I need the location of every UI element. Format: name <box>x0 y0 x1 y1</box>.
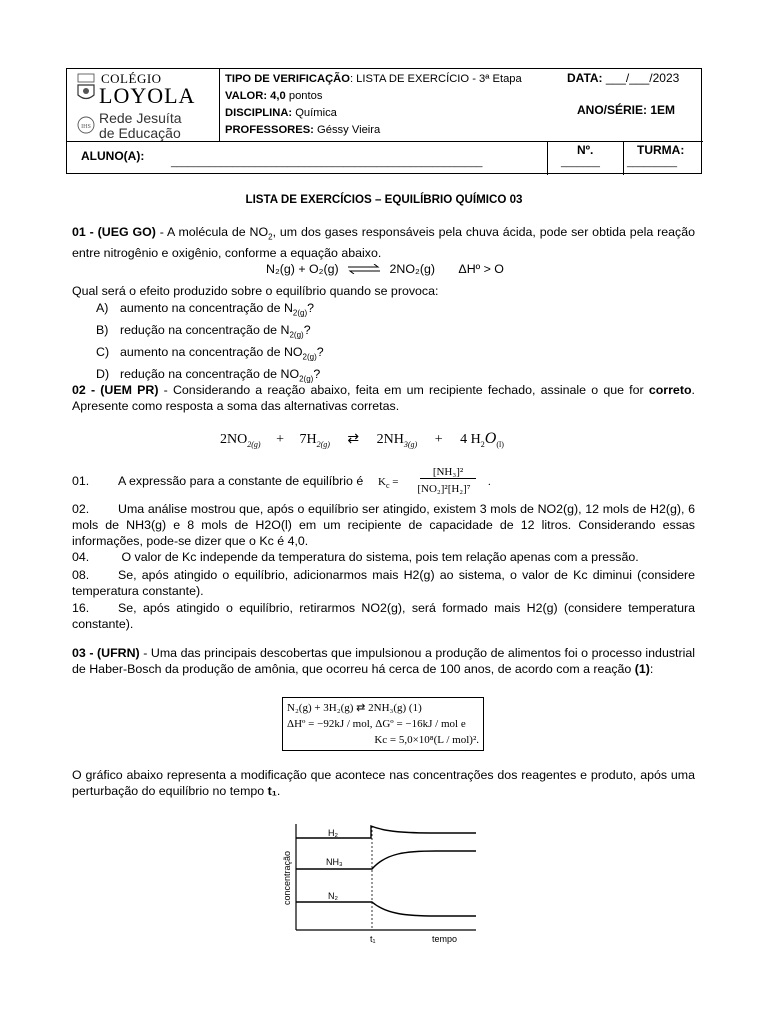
option-sub: 2(g) <box>289 330 304 340</box>
series-nh3-label: NH₃ <box>326 857 343 867</box>
option-end: ? <box>307 301 315 315</box>
series-n2-line <box>296 902 476 916</box>
eq-term-c: 2NH <box>376 432 404 447</box>
option-letter: C) <box>96 344 110 359</box>
value-unit: pontos <box>285 90 323 102</box>
header-divider <box>219 69 220 141</box>
item-text: Uma análise mostrou que, após o equilíbrio ser atingido, existem 3 mols de NO2(g), 12 mols de H2(g), 6 mols de NH3(g) e 8 mols de H2O(l) em um recipiente de capacidade de 12 litros. Considerando essas informações, pode-se dizer que o Kc é 4,0. <box>72 502 695 548</box>
header-divider <box>67 141 703 142</box>
kc-symbol: K <box>378 476 386 488</box>
option-letter: B) <box>96 322 109 337</box>
question-2-item-04[interactable] <box>72 550 639 564</box>
option-letter: A) <box>96 301 109 315</box>
series-h2-label: H₂ <box>328 828 338 838</box>
question-1-equation <box>266 262 504 277</box>
header-info <box>225 71 522 139</box>
option-text: redução na concentração de NO <box>120 366 300 381</box>
number-field[interactable]: _______ <box>561 157 600 168</box>
question-1-intro: 01 - (UEG GO) - A molécula de $NO_2$, um dos gases responsáveis pela chuva ácida, pode ser obtida pela reação entre nitrogênio e oxigênio, conforme a equação abaixo. <box>72 225 695 261</box>
question-2-intro-end: . Apresente como resposta a soma das alternativas corretas. <box>72 383 695 413</box>
option-sub: 2(g) <box>292 308 308 318</box>
question-3-graph-text <box>72 767 695 799</box>
question-1-source: 01 - (UEG GO) <box>72 225 156 239</box>
option-end: ? <box>316 344 324 359</box>
item-text: A expressão para a constante de equilíbrio é <box>118 474 364 488</box>
student-name-field[interactable]: ________________________________________________________ <box>171 157 483 168</box>
question-2-equation <box>220 430 504 449</box>
equation-left: N₂(g) + O₂(g) <box>266 262 339 276</box>
school-name: LOYOLA <box>99 83 196 108</box>
question-1-intro-a: - A molécula de NO <box>155 225 269 239</box>
graph-text-a: O gráfico abaixo representa a modificação que acontece nas concentrações dos reagentes e produto, após uma perturbação do equilíbrio no tempo <box>72 768 695 798</box>
series-n2-label: N₂ <box>328 891 338 901</box>
class-label: TURMA: <box>637 143 685 157</box>
question-2-item-16[interactable] <box>72 600 695 632</box>
subject-value: Química <box>292 107 337 119</box>
kc-numerator: [NH₃]² <box>420 466 476 479</box>
question-1-intro-b: , um dos gases responsáveis pela chuva ácida, pode ser obtida pela reação entre nitrogênio e oxigênio, conforme a equação abaixo. <box>72 225 695 261</box>
eq-term-d-o: O <box>484 430 497 447</box>
question-2-intro-bold: correto <box>648 383 692 397</box>
reaction-box-line-3: Kc = 5,0×10⁸(L / mol)². <box>374 734 479 746</box>
graph-text-c: . <box>276 784 281 798</box>
item-text: Se, após atingido o equilíbrio, adicionarmos mais H2(g) ao sistema, o valor de Kc diminui (considere temperatura constante). <box>72 568 695 598</box>
subject-label: DISCIPLINA: <box>225 107 293 119</box>
svg-text:IHS: IHS <box>81 124 91 130</box>
value-value: 4,0 <box>267 90 286 102</box>
concentration-chart <box>276 818 506 948</box>
school-prefix: COLÉGIO <box>101 71 162 86</box>
value-label: VALOR: <box>225 90 268 102</box>
eq-term-b-sub: 2(g) <box>316 439 330 449</box>
question-2-item-01[interactable] <box>72 474 363 488</box>
question-2-intro-text: - Considerando a reação abaixo, feita em um recipiente fechado, assinale o que for <box>158 383 649 397</box>
series-nh3-line <box>296 851 476 869</box>
eq-term-a: 2NO <box>220 432 248 447</box>
question-3-intro <box>72 645 695 677</box>
equation-enthalpy: ΔHº > O <box>458 262 504 276</box>
question-2-item-02[interactable] <box>72 501 695 549</box>
teachers-value: Géssy Vieira <box>313 124 381 136</box>
option-b[interactable] <box>96 322 324 344</box>
question-1-prompt: Qual será o efeito produzido sobre o equilíbrio quando se provoca: <box>72 284 439 298</box>
crest-icon <box>77 73 95 103</box>
date-value: ___/___/2023 <box>602 71 680 85</box>
question-3-source: 03 - (UFRN) <box>72 646 140 660</box>
option-c[interactable] <box>96 344 324 366</box>
network-line-2: de Educação <box>99 125 181 141</box>
kc-denominator: [NO₂]²[H₂]⁷ <box>417 483 471 495</box>
grade-field: ANO/SÉRIE: 1EM <box>577 103 676 117</box>
x-tick-t1: t₁ <box>370 934 376 944</box>
item-text: Se, após atingido o equilíbrio, retirarmos NO2(g), será formado mais H2(g) (considere temperatura constante). <box>72 601 695 631</box>
verification-label: TIPO DE VERIFICAÇÃO <box>225 73 350 85</box>
item-number: 02. <box>72 502 90 516</box>
option-end: ? <box>303 322 311 337</box>
question-2-item-08[interactable] <box>72 567 695 599</box>
page-title: LISTA DE EXERCÍCIOS – EQUILÍBRIO QUÍMICO 03 <box>245 193 523 206</box>
graph-text-b: t₁ <box>267 784 277 798</box>
date-field <box>567 71 679 85</box>
eq-term-b: 7H <box>299 432 317 447</box>
teachers-label: PROFESSORES: <box>225 124 314 136</box>
reaction-box <box>282 697 484 751</box>
header-divider <box>623 141 624 175</box>
option-text: redução na concentração de N <box>120 322 290 337</box>
seal-icon <box>77 113 95 137</box>
header-table <box>66 68 702 174</box>
eq-term-d: 4 H <box>460 432 481 447</box>
network-line-1: Rede Jesuíta <box>99 110 182 126</box>
item-number: 16. <box>72 601 90 615</box>
question-3-intro-end: : <box>649 662 654 676</box>
eq-term-c-sub: 3(g) <box>403 439 418 449</box>
option-sub: 2(g) <box>299 374 314 384</box>
y-axis-label: concentração <box>282 850 292 906</box>
equilibrium-arrows-icon <box>346 263 382 277</box>
question-2-intro <box>72 382 695 414</box>
reaction-box-line-1: N₂(g) + 3H₂(g) ⇄ 2NH₃(g) (1) <box>287 702 422 714</box>
verification-value: : LISTA DE EXERCÍCIO - 3ª Etapa <box>349 73 522 85</box>
date-label: DATA: <box>567 71 603 85</box>
class-field[interactable]: _________ <box>627 157 678 168</box>
header-divider <box>547 141 548 175</box>
eq-term-a-sub: 2(g) <box>247 439 261 449</box>
network-name <box>99 111 182 141</box>
equation-right: 2NO₂(g) <box>389 262 435 276</box>
eq-term-d-sub: 2 <box>480 439 485 449</box>
item-number: 01. <box>72 474 90 488</box>
eq-plus: + <box>434 432 443 447</box>
number-label: Nº. <box>577 143 594 157</box>
equilibrium-arrows-icon: ⇄ <box>347 432 360 447</box>
option-text: aumento na concentração de NO <box>120 344 303 359</box>
question-2-source: 02 - (UEM PR) <box>72 383 159 397</box>
option-letter: D) <box>96 366 110 381</box>
question-1-options <box>96 300 324 388</box>
item-number: 08. <box>72 568 90 582</box>
question-3-intro-bold: (1) <box>634 662 650 676</box>
option-a[interactable] <box>96 300 324 322</box>
option-end: ? <box>313 366 321 381</box>
option-text: aumento na concentração de N <box>120 301 293 315</box>
x-axis-label: tempo <box>432 934 458 944</box>
question-3-intro-text: - Uma das principais descobertas que impulsionou a produção de alimentos foi o processo industrial de Haber-Bosch da produção de amônia, que ocorreu há cerca de 100 anos, de acordo com a reação <box>72 646 695 676</box>
eq-plus: + <box>276 432 284 447</box>
item-text: O valor de Kc independe da temperatura do sistema, pois tem relação apenas com a pressão. <box>118 550 639 564</box>
kc-sub: c <box>385 481 390 491</box>
eq-term-d-sub2: (l) <box>496 439 504 449</box>
item-number: 04. <box>72 550 90 564</box>
option-sub: 2(g) <box>302 352 317 362</box>
reaction-box-line-2: ΔHº = −92kJ / mol, ΔGº = −16kJ / mol e <box>287 718 466 730</box>
kc-equals: = <box>389 476 399 488</box>
series-h2-line <box>296 826 476 838</box>
student-label: ALUNO(A): <box>81 149 145 163</box>
